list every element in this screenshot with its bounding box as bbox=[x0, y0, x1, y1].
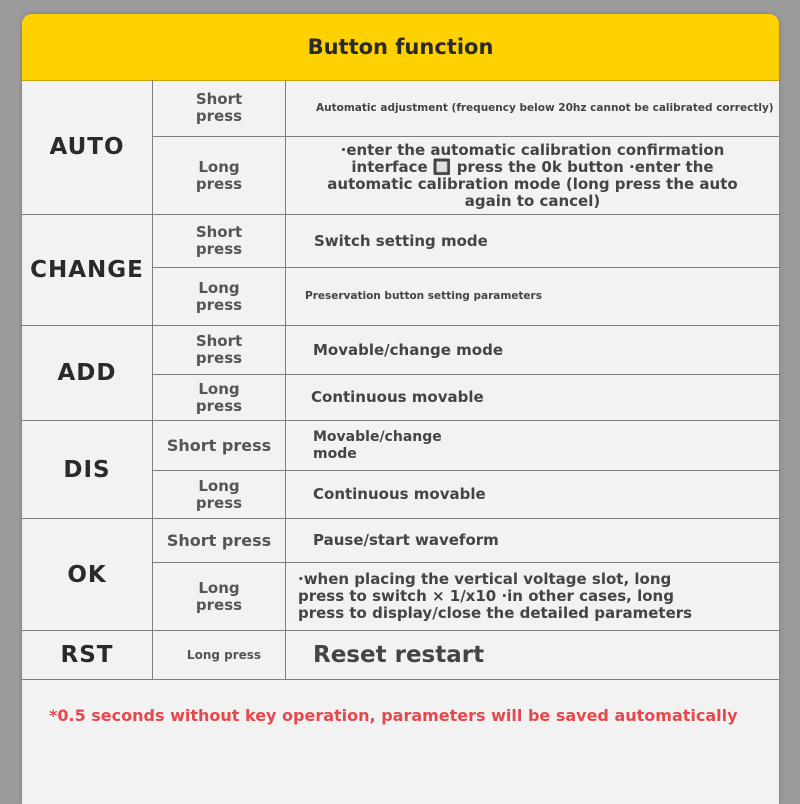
group-auto: AUTO bbox=[49, 134, 125, 160]
button-function-card bbox=[22, 14, 779, 804]
press-type: Long press bbox=[195, 476, 243, 512]
table-bottom-border bbox=[22, 679, 779, 680]
press-type: Long press bbox=[195, 278, 243, 314]
function-description: Preservation button setting parameters bbox=[305, 290, 542, 302]
function-description: Continuous movable bbox=[311, 388, 484, 406]
function-description: Switch setting mode bbox=[314, 231, 488, 250]
group-dis: DIS bbox=[63, 456, 111, 483]
function-description: Pause/start waveform bbox=[313, 531, 499, 549]
function-description: Automatic adjustment (frequency below 20hz cannot be calibrated correctly) bbox=[316, 101, 774, 114]
press-type: Short press bbox=[166, 531, 272, 550]
auto-save-note: *0.5 seconds without key operation, parameters will be saved automatically bbox=[49, 706, 738, 725]
group-change: CHANGE bbox=[30, 257, 144, 283]
press-type: Long press bbox=[195, 157, 243, 193]
function-description: Movable/change mode bbox=[313, 340, 504, 359]
function-description: Continuous movable bbox=[313, 485, 486, 503]
group-ok: OK bbox=[67, 561, 107, 588]
table-title: Button function bbox=[22, 14, 779, 81]
function-description: Movable/change mode bbox=[313, 428, 442, 462]
press-type: Short press bbox=[195, 90, 243, 125]
press-type: Long press bbox=[195, 379, 243, 415]
press-type: Short press bbox=[195, 332, 243, 367]
function-description: ·enter the automatic calibration confirmation interface 🔲 press the 0k button ·enter the automatic calibration mode (long press the auto again to cancel) bbox=[327, 140, 738, 210]
press-type: Long press bbox=[195, 578, 243, 614]
group-rst: RST bbox=[60, 642, 114, 668]
press-type: Long press bbox=[186, 647, 262, 662]
press-type: Short press bbox=[166, 436, 272, 455]
function-description: Reset restart bbox=[313, 641, 485, 668]
press-type: Short press bbox=[195, 223, 243, 258]
group-add: ADD bbox=[57, 360, 117, 386]
function-description: ·when placing the vertical voltage slot, long press to switch × 1/x10 ·in other cases, long press to display/close the detailed parameters bbox=[298, 570, 693, 622]
